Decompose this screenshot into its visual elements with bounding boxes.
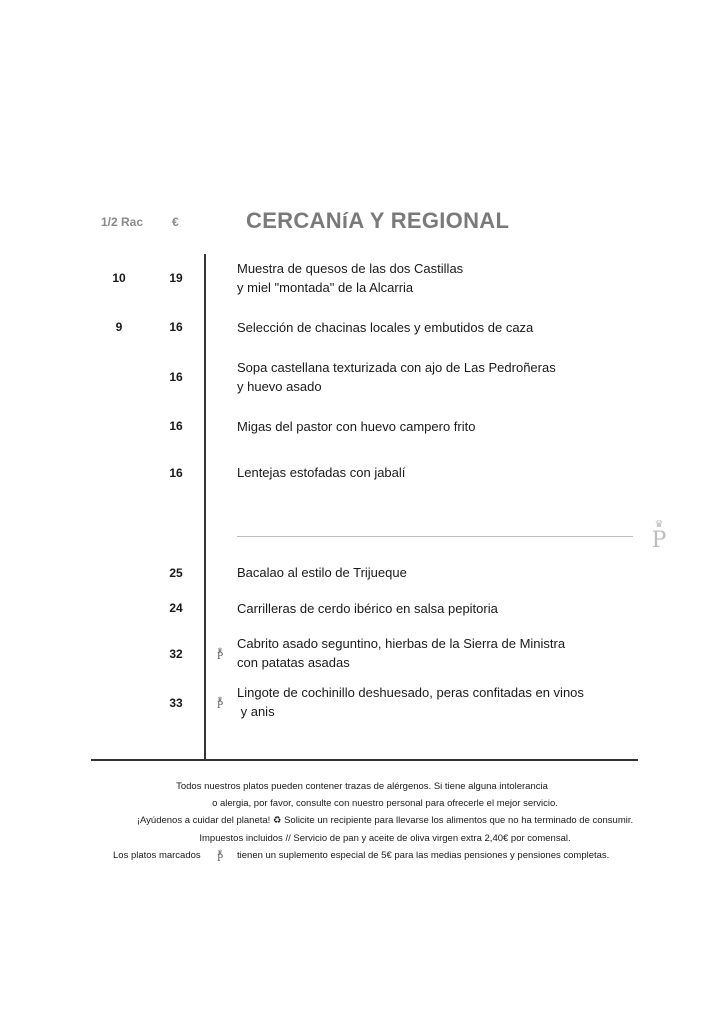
bottom-rule	[91, 759, 638, 761]
full-price: 16	[169, 419, 183, 433]
full-price: 19	[169, 271, 183, 285]
taxes-notice: Impuestos incluidos // Servicio de pan y aceite de oliva virgen extra 2,40€ por comensal.	[199, 833, 571, 844]
crown-icon: ♛	[654, 519, 664, 530]
dish-name: Selección de chacinas locales y embutidos de caza	[237, 320, 534, 335]
full-price: 16	[169, 370, 183, 384]
dish-name: Cabrito asado seguntino, hierbas de la Sierra de Ministra con patatas asadas	[237, 636, 566, 670]
premium-mark-icon: ♛ P	[216, 647, 224, 662]
section-title: CERCANíA Y REGIONAL	[246, 208, 510, 233]
dish-name: Carrilleras de cerdo ibérico en salsa pepitoria	[237, 601, 498, 616]
section-separator	[237, 536, 633, 537]
full-price: 24	[169, 601, 183, 615]
dish-name: Migas del pastor con huevo campero frito	[237, 419, 476, 434]
dish-name: Sopa castellana texturizada con ajo de Las Pedroñeras y huevo asado	[237, 360, 556, 394]
logo-letter: P	[651, 528, 667, 553]
dish-name: Lentejas estofadas con jabalí	[237, 465, 406, 480]
restaurant-logo	[646, 520, 672, 552]
full-price: 25	[169, 566, 183, 580]
supplement-notice-prefix: Los platos marcados	[113, 850, 201, 861]
price-header: €	[172, 215, 179, 229]
half-price: 9	[115, 320, 123, 334]
supplement-notice-suffix: tienen un suplemento especial de 5€ para las medias pensiones y pensiones completas.	[237, 850, 610, 861]
allergen-notice-2: o alergia, por favor, consulte con nuestro personal para ofrecerle el mejor servicio.	[212, 798, 558, 809]
full-price: 33	[169, 696, 183, 710]
full-price: 16	[169, 466, 183, 480]
allergen-notice: Todos nuestros platos pueden contener trazas de alérgenos. Si tiene alguna intolerancia	[176, 781, 548, 792]
dish-name: Lingote de cochinillo deshuesado, peras confitadas en vinos y anis	[237, 685, 584, 719]
half-price: 10	[112, 271, 126, 285]
half-portion-header: 1/2 Rac	[101, 215, 144, 229]
premium-mark-icon: ♛ P	[216, 696, 224, 711]
full-price: 32	[169, 647, 183, 661]
planet-notice: ¡Ayúdenos a cuidar del planeta! ♻ Solicite un recipiente para llevarse los alimentos que no ha terminado de consumir.	[136, 815, 634, 826]
dish-name: Muestra de quesos de las dos Castillas y miel "montada" de la Alcarria	[237, 261, 464, 295]
premium-mark-icon: ♛ P	[216, 849, 224, 864]
full-price: 16	[169, 320, 183, 334]
column-divider	[204, 254, 206, 760]
dish-name: Bacalao al estilo de Trijueque	[237, 565, 407, 580]
